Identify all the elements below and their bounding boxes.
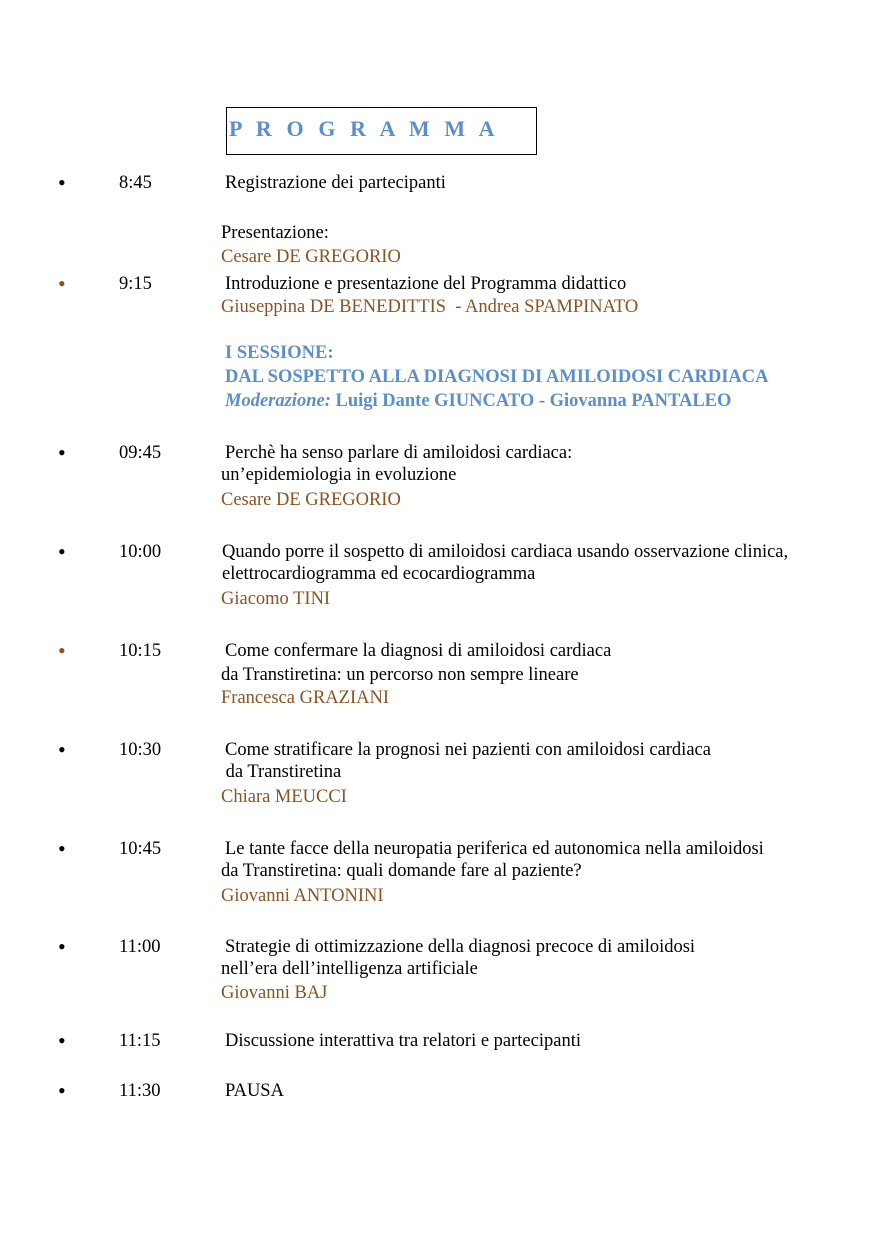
- program-title: P R O G R A M M A: [229, 116, 500, 141]
- agenda-topic: Come stratificare la prognosi nei pazienti con amiloidosi cardiaca: [225, 740, 711, 760]
- moderators: Luigi Dante GIUNCATO - Giovanna PANTALEO: [330, 391, 732, 411]
- session-title: DAL SOSPETTO ALLA DIAGNOSI DI AMILOIDOSI CARDIACA: [225, 367, 769, 387]
- agenda-topic: Perchè ha senso parlare di amiloidosi cardiaca:: [225, 443, 573, 463]
- agenda-speaker: Cesare DE GREGORIO: [221, 490, 401, 510]
- presentation-label: Presentazione:: [221, 223, 329, 243]
- bullet: •: [58, 737, 66, 762]
- agenda-topic: da Transtiretina: [221, 762, 342, 782]
- agenda-topic: Strategie di ottimizzazione della diagnosi precoce di amiloidosi: [225, 937, 696, 957]
- bullet: •: [58, 1028, 66, 1053]
- agenda-time: 11:00: [119, 937, 161, 957]
- agenda-speaker: Giuseppina DE BENEDITTIS - Andrea SPAMPINATO: [221, 297, 639, 317]
- agenda-topic: nell’era dell’intelligenza artificiale: [221, 959, 478, 979]
- agenda-speaker: Chiara MEUCCI: [221, 787, 347, 807]
- agenda-topic: Registrazione dei partecipanti: [225, 173, 446, 193]
- moderation-label: Moderazione:: [225, 391, 331, 411]
- bullet: •: [58, 539, 66, 564]
- bullet: •: [58, 440, 66, 465]
- agenda-topic: PAUSA: [225, 1081, 284, 1101]
- agenda-time: 8:45: [119, 173, 152, 193]
- agenda-topic: Quando porre il sospetto di amiloidosi cardiaca usando osservazione clinica,: [222, 542, 789, 562]
- agenda-time: 09:45: [119, 443, 162, 463]
- agenda-time: 10:30: [119, 740, 162, 760]
- agenda-topic: Come confermare la diagnosi di amiloidosi cardiaca: [225, 641, 612, 661]
- agenda-topic: da Transtiretina: quali domande fare al paziente?: [221, 861, 582, 881]
- bullet: •: [58, 271, 66, 296]
- agenda-speaker: Francesca GRAZIANI: [221, 688, 389, 708]
- agenda-speaker: Cesare DE GREGORIO: [221, 247, 401, 267]
- agenda-time: 9:15: [119, 274, 152, 294]
- agenda-topic: Discussione interattiva tra relatori e partecipanti: [225, 1031, 581, 1051]
- agenda-topic: Le tante facce della neuropatia periferica ed autonomica nella amiloidosi: [225, 839, 764, 859]
- bullet: •: [58, 170, 66, 195]
- agenda-topic: elettrocardiogramma ed ecocardiogramma: [222, 564, 536, 584]
- agenda-time: 10:45: [119, 839, 162, 859]
- session-label: I SESSIONE:: [225, 343, 334, 363]
- agenda-time: 11:15: [119, 1031, 161, 1051]
- bullet: •: [58, 1078, 66, 1103]
- agenda-time: 11:30: [119, 1081, 161, 1101]
- session-moderation: [225, 390, 731, 413]
- bullet: •: [58, 638, 66, 663]
- agenda-topic: Introduzione e presentazione del Programma didattico: [225, 274, 627, 294]
- agenda-time: 10:15: [119, 641, 162, 661]
- agenda-speaker: Giovanni BAJ: [221, 983, 328, 1003]
- bullet: •: [58, 836, 66, 861]
- agenda-speaker: Giacomo TINI: [221, 589, 331, 609]
- program-title-box: [226, 107, 537, 155]
- agenda-topic: da Transtiretina: un percorso non sempre lineare: [221, 665, 579, 685]
- agenda-speaker: Giovanni ANTONINI: [221, 886, 384, 906]
- agenda-time: 10:00: [119, 542, 162, 562]
- bullet: •: [58, 934, 66, 959]
- agenda-topic: un’epidemiologia in evoluzione: [221, 465, 457, 485]
